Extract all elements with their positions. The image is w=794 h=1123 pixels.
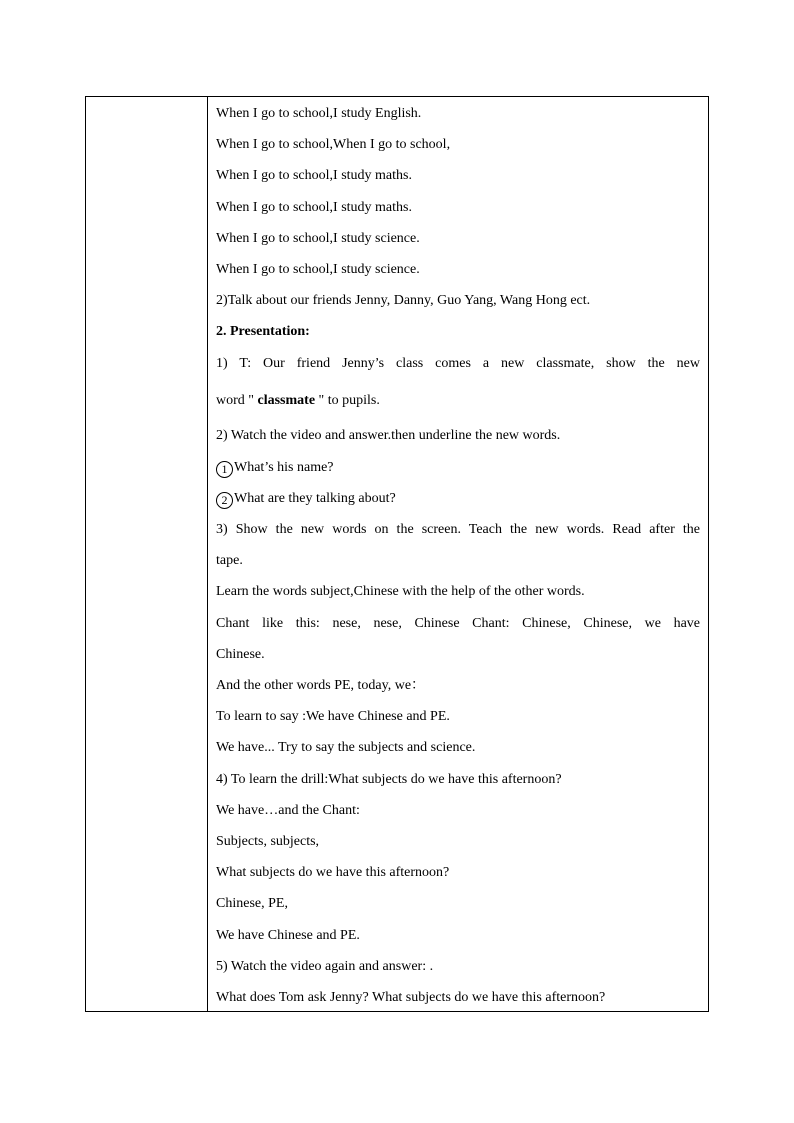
left-empty-cell (86, 97, 207, 1011)
step5: 5) Watch the video again and answer: . (216, 959, 434, 974)
column-divider (207, 97, 208, 1011)
question-1-text: What’s his name? (234, 460, 334, 475)
circled-number-1: 1 (216, 461, 233, 478)
question-1 (216, 459, 700, 478)
learn-words: Learn the words subject,Chinese with the help of the other words. (216, 584, 585, 599)
step1-word-line (216, 392, 700, 410)
talk-about-friends: 2)Talk about our friends Jenny, Danny, Guo Yang, Wang Hong ect. (216, 293, 591, 308)
other-words: And the other words PE, today, we： (216, 678, 426, 693)
classmate-word: classmate (254, 393, 319, 408)
step3-line1: 3) Show the new words on the screen. Teach the new words. Read after the (216, 522, 700, 537)
lesson-plan-table (85, 96, 709, 1012)
we-have-chinese-pe: We have Chinese and PE. (216, 928, 360, 943)
chant-line: When I go to school,I study maths. (216, 168, 412, 183)
chant-line: When I go to school,I study English. (216, 106, 422, 121)
chant-line1: Chant like this: nese, nese, Chinese Chant: Chinese, Chinese, we have (216, 616, 700, 631)
chant-line2: Chinese. (216, 647, 265, 662)
question-2-text: What are they talking about? (234, 491, 396, 506)
chant-line: When I go to school,I study maths. (216, 200, 412, 215)
step1-line1: 1) T: Our friend Jenny’s class comes a new classmate, show the new (216, 356, 700, 371)
chant-line: When I go to school,When I go to school, (216, 137, 451, 152)
presentation-heading: 2. Presentation: (216, 324, 310, 339)
chant-line: When I go to school,I study science. (216, 231, 420, 246)
step4: 4) To learn the drill:What subjects do we have this afternoon? (216, 772, 562, 787)
subjects-subjects: Subjects, subjects, (216, 834, 320, 849)
what-subjects: What subjects do we have this afternoon? (216, 865, 450, 880)
step3-line2: tape. (216, 553, 243, 568)
we-have-try: We have... Try to say the subjects and science. (216, 740, 476, 755)
chant-line: When I go to school,I study science. (216, 262, 420, 277)
step1-word-post: " to pupils. (318, 393, 380, 408)
step1-word-pre: word " (216, 393, 254, 408)
circled-number-2: 2 (216, 492, 233, 509)
chinese-pe: Chinese, PE, (216, 896, 288, 911)
to-learn-say: To learn to say :We have Chinese and PE. (216, 709, 450, 724)
question-2 (216, 490, 700, 509)
final-question: What does Tom ask Jenny? What subjects do we have this afternoon? (216, 990, 606, 1005)
step2: 2) Watch the video and answer.then underline the new words. (216, 428, 561, 443)
we-have-chant: We have…and the Chant: (216, 803, 360, 818)
